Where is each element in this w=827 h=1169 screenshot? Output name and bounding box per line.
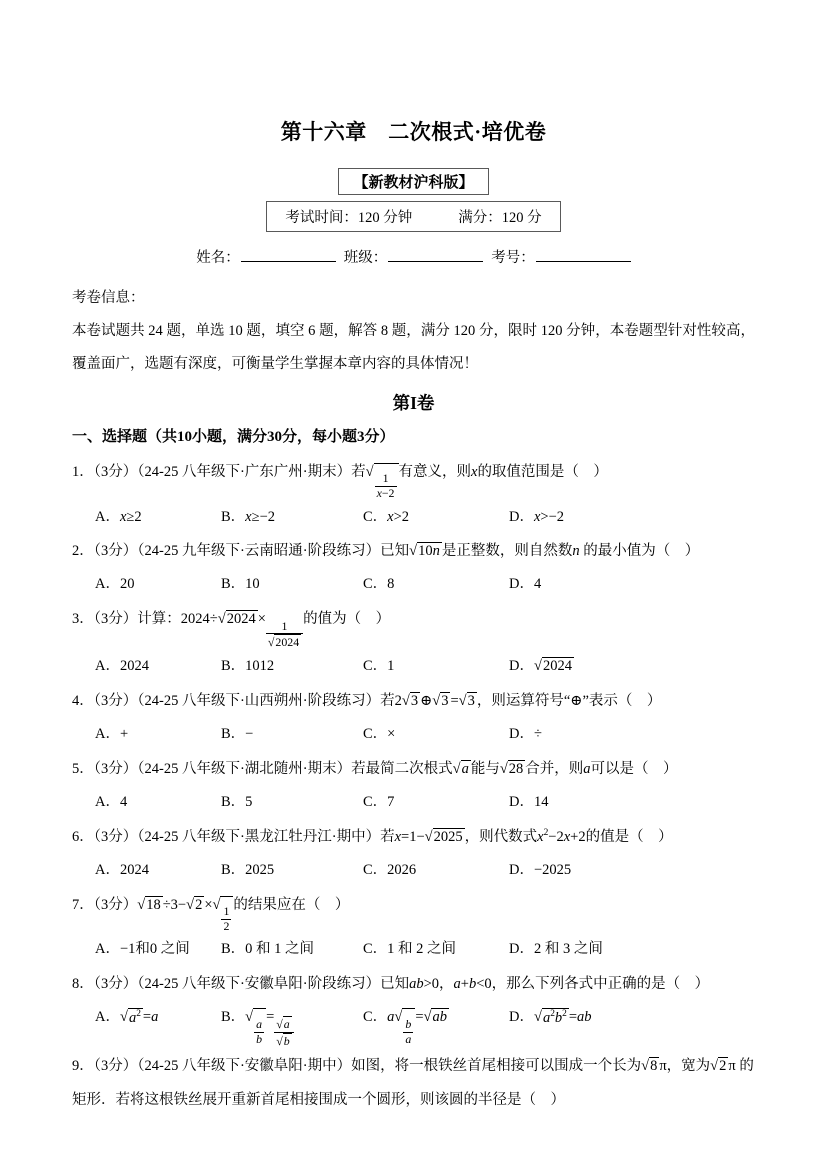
option-b: B．5 bbox=[221, 793, 253, 810]
option-d: D．x>−2 bbox=[509, 508, 565, 525]
exam-time-label: 考试时间：120 分钟 bbox=[285, 210, 413, 226]
question bbox=[72, 685, 755, 751]
question-options bbox=[72, 501, 755, 534]
option-a: A．20 bbox=[95, 576, 135, 593]
question-options bbox=[72, 933, 755, 966]
info-text: 本卷试题共 24 题，单选 10 题，填空 6 题，解答 8 题，满分 120 分，限时 120 分钟，本卷题型针对性较高，覆盖面广，选题有深度，可衡量学生掌握本章内容的具体情况！ bbox=[72, 322, 755, 372]
option-c: C．× bbox=[363, 725, 396, 742]
option-a: A．−1和0 之间 bbox=[95, 941, 190, 958]
question-stem: 4．（3分）（24-25 八年级下·山西朔州·阶段练习）若2√3 ⊕√3 =√3 ，则运算符号“⊕”表示（ ） bbox=[72, 692, 662, 709]
question bbox=[72, 603, 755, 683]
question-stem: 1．（3分）（24-25 八年级下·广东广州·期末）若√ $\frac{1}{x-2}$ 有意义，则x的取值范围是（ ） bbox=[72, 463, 608, 500]
option-c: C．8 bbox=[363, 576, 395, 593]
option-d: D．14 bbox=[509, 793, 549, 810]
question bbox=[72, 968, 755, 1048]
section-title: 第I卷 bbox=[392, 393, 435, 414]
question bbox=[72, 535, 755, 601]
question-stem: 9．（3分）（24-25 八年级下·安徽阜阳·期中）如图，将一根铁丝首尾相接可以围成一个长为√8 π，宽为√2 π 的矩形．若将这根铁丝展开重新首尾相接围成一个圆形，则该圆的半径是（ ） bbox=[72, 1058, 754, 1108]
id-label: 考号： bbox=[491, 250, 535, 266]
option-c: C．7 bbox=[363, 793, 395, 810]
option-d: D．4 bbox=[509, 576, 542, 593]
question-stem: 7．（3分）√18 ÷3−√2 ×√ $\frac{1}{2}$ 的结果应在（ ） bbox=[72, 896, 350, 933]
option-c: C．1 和 2 之间 bbox=[363, 941, 457, 958]
question-options bbox=[72, 1001, 755, 1048]
question-stem: 3．（3分）计算：2024÷√2024 × $\frac{1}{√2024}$ 的值为（ ） bbox=[72, 611, 391, 650]
question-options bbox=[72, 650, 755, 683]
class-label: 班级： bbox=[343, 250, 388, 266]
question-options bbox=[72, 568, 755, 601]
option-b: B．10 bbox=[221, 576, 260, 593]
question bbox=[72, 1050, 755, 1117]
option-d: D．÷ bbox=[509, 725, 542, 742]
option-c: C．2026 bbox=[363, 861, 417, 878]
option-c: C．1 bbox=[363, 657, 395, 674]
question-options bbox=[72, 718, 755, 751]
question-stem: 6．（3分）（24-25 八年级下·黑龙江牡丹江·期中）若x=1−√2025 ，则代数式$x^2-2x+2$的值是（ ） bbox=[72, 827, 673, 845]
question-stem: 2．（3分）（24-25 九年级下·云南昭通·阶段练习）已知√10n 是正整数，则自然数n 的最小值为（ ） bbox=[72, 543, 700, 560]
edition-label: 【新教材沪科版】 bbox=[353, 175, 474, 191]
option-b: B．0 和 1 之间 bbox=[221, 941, 315, 958]
option-a: A．2024 bbox=[95, 657, 149, 674]
option-d: D．2 和 3 之间 bbox=[509, 941, 603, 958]
question bbox=[72, 753, 755, 819]
option-a: A．$√a^2 =a$ bbox=[95, 1008, 159, 1026]
question-options bbox=[72, 854, 755, 887]
edition-box bbox=[338, 168, 488, 195]
option-a: A．+ bbox=[95, 725, 129, 742]
option-b: B．2025 bbox=[221, 861, 275, 878]
id-blank bbox=[536, 246, 631, 262]
option-c: C．x>2 bbox=[363, 508, 410, 525]
part-title: 一、选择题（共10小题，满分30分，每小题3分） bbox=[72, 429, 395, 446]
option-b: B．√ $\frac{a}{b}$ = $\frac{√a}{√b}$ bbox=[221, 1001, 363, 1048]
question bbox=[72, 456, 755, 534]
student-info-line bbox=[72, 244, 755, 273]
option-d: D．√2024 bbox=[509, 657, 572, 674]
full-score-label: 满分：120 分 bbox=[458, 210, 542, 226]
exam-info-box bbox=[266, 201, 560, 232]
option-a: A．2024 bbox=[95, 861, 149, 878]
name-blank bbox=[241, 246, 336, 262]
option-b: B．x≥−2 bbox=[221, 508, 275, 525]
info-label: 考卷信息： bbox=[72, 290, 145, 306]
question-stem: 8．（3分）（24-25 八年级下·安徽阜阳·阶段练习）已知ab>0，a+b<0，那么下列各式中正确的是（ ） bbox=[72, 976, 710, 993]
option-d: D．$√a^2b^2 =ab$ bbox=[509, 1008, 592, 1026]
question bbox=[72, 889, 755, 967]
class-blank bbox=[388, 246, 483, 262]
question bbox=[72, 821, 755, 887]
page-title: 第十六章 二次根式·培优卷 bbox=[280, 120, 547, 144]
option-d: D．−2025 bbox=[509, 861, 572, 878]
option-a: A．x≥2 bbox=[95, 508, 142, 525]
name-label: 姓名： bbox=[196, 250, 240, 266]
question-stem: 5．（3分）（24-25 八年级下·湖北随州·期末）若最简二次根式√a 能与√28 合并，则a可以是（ ） bbox=[72, 760, 678, 777]
option-a: A．4 bbox=[95, 793, 128, 810]
option-c: C．a√ $\frac{b}{a}$ =√ab bbox=[363, 1009, 447, 1046]
option-b: B．− bbox=[221, 725, 254, 742]
option-b: B．1012 bbox=[221, 657, 275, 674]
question-options bbox=[72, 786, 755, 819]
